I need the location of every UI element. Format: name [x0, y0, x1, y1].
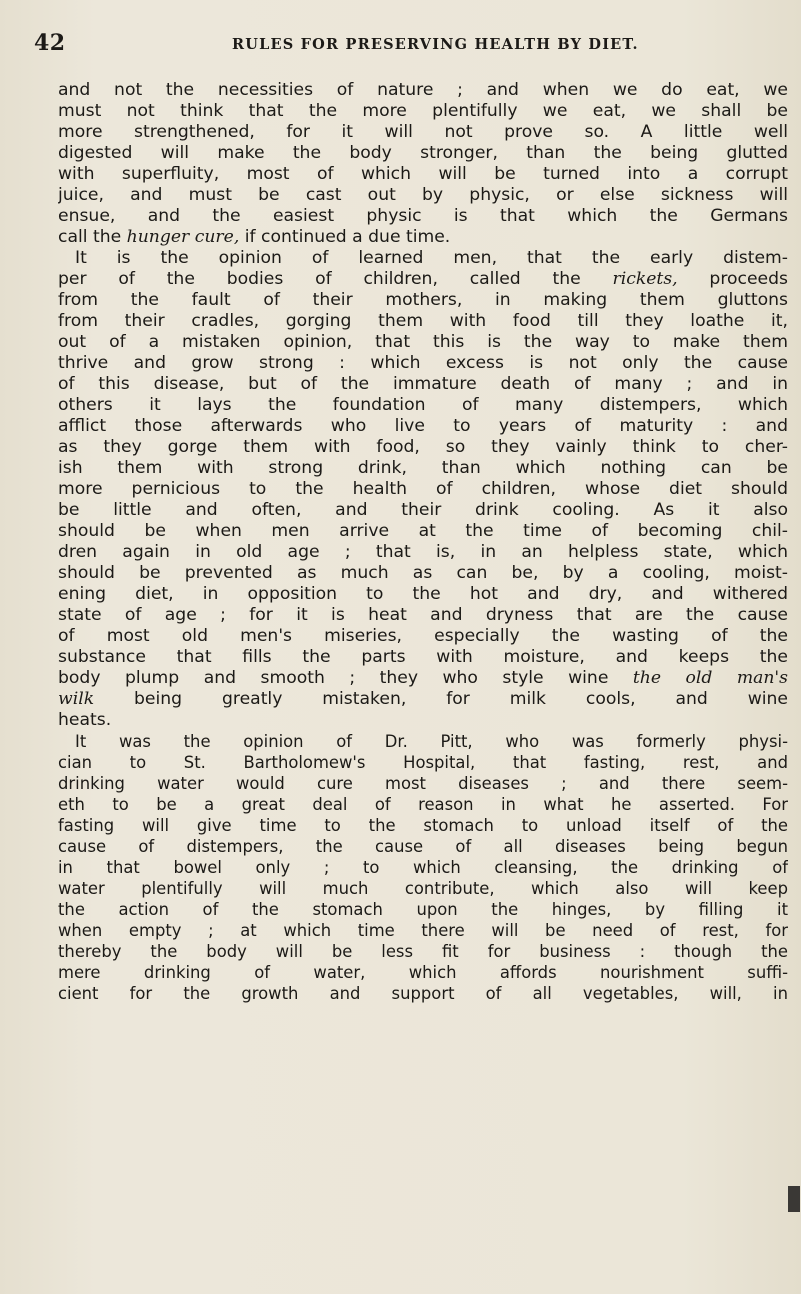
text-line	[58, 416, 788, 437]
text-segment: from the fault of their mothers, in making them gluttons	[58, 290, 788, 310]
text-segment: mere drinking of water, which affords nourishment suffi-	[58, 963, 788, 982]
text-segment: water plentifully will much contribute, which also will keep	[58, 879, 788, 898]
text-segment: should be prevented as much as can be, by a cooling, moist-	[58, 563, 788, 583]
text-segment: with superfluity, most of which will be turned into a corrupt	[58, 164, 788, 184]
text-line	[58, 668, 788, 689]
scan-edge-mark	[788, 1186, 800, 1212]
text-segment: of this disease, but of the immature death of many ; and in	[58, 374, 788, 394]
text-segment: in that bowel only ; to which cleansing, the drinking of	[58, 858, 788, 877]
text-line	[58, 626, 788, 647]
italic-text: the old man's	[632, 668, 788, 688]
text-segment: should be when men arrive at the time of becoming chil-	[58, 521, 788, 541]
text-segment: cause of distempers, the cause of all diseases being begun	[58, 837, 788, 856]
text-segment: be little and often, and their drink cooling. As it also	[58, 500, 788, 520]
text-line	[58, 815, 788, 836]
text-segment: afflict those afterwards who live to years of maturity : and	[58, 416, 788, 436]
text-line	[58, 143, 788, 164]
text-line	[58, 311, 788, 332]
text-line	[58, 731, 788, 752]
text-segment: of most old men's miseries, especially the wasting of the	[58, 626, 788, 646]
text-segment: and not the necessities of nature ; and when we do eat, we	[58, 80, 788, 100]
text-segment: thrive and grow strong : which excess is not only the cause	[58, 353, 788, 373]
text-line	[58, 962, 788, 983]
text-segment: more strengthened, for it will not prove so. A little well	[58, 122, 788, 142]
text-line	[58, 647, 788, 668]
italic-text: hunger cure,	[126, 227, 240, 247]
text-segment: cian to St. Bartholomew's Hospital, that fasting, rest, and	[58, 753, 788, 772]
text-line	[58, 584, 788, 605]
text-segment: juice, and must be cast out by physic, or else sickness will	[58, 185, 788, 205]
text-segment: must not think that the more plentifully we eat, we shall be	[58, 101, 788, 121]
text-segment: ensue, and the easiest physic is that which the Germans	[58, 206, 788, 226]
text-line	[58, 185, 788, 206]
text-line	[58, 836, 788, 857]
text-segment: fasting will give time to the stomach to unload itself of the	[58, 816, 788, 835]
text-line	[58, 332, 788, 353]
text-line	[58, 458, 788, 479]
text-segment: from their cradles, gorging them with food till they loathe it,	[58, 311, 788, 331]
text-line	[58, 479, 788, 500]
body-text	[58, 80, 788, 1004]
text-segment: as they gorge them with food, so they vainly think to cher-	[58, 437, 788, 457]
text-segment: proceeds	[677, 269, 788, 289]
text-segment: drinking water would cure most diseases ; and there seem-	[58, 774, 788, 793]
text-segment: It is the opinion of learned men, that the early distem-	[75, 248, 788, 268]
text-segment: if continued a due time.	[239, 227, 451, 247]
text-segment: call the	[58, 227, 127, 247]
text-line	[58, 983, 788, 1004]
running-head: RULES FOR PRESERVING HEALTH BY DIET.	[232, 36, 639, 53]
text-segment: state of age ; for it is heat and dryness that are the cause	[58, 605, 788, 625]
page-number: 42	[34, 30, 66, 56]
text-line	[58, 248, 788, 269]
text-line	[58, 794, 788, 815]
text-line	[58, 878, 788, 899]
text-line	[58, 164, 788, 185]
text-segment: when empty ; at which time there will be need of rest, for	[58, 921, 788, 940]
text-line	[58, 395, 788, 416]
text-line	[58, 941, 788, 962]
text-line	[58, 752, 788, 773]
text-segment: ening diet, in opposition to the hot and dry, and withered	[58, 584, 788, 604]
text-line	[58, 500, 788, 521]
text-line	[58, 563, 788, 584]
italic-text: wilk	[58, 689, 95, 709]
text-segment: being greatly mistaken, for milk cools, and wine	[94, 689, 788, 709]
text-line	[58, 227, 788, 248]
text-line	[58, 920, 788, 941]
text-line	[58, 290, 788, 311]
text-line	[58, 857, 788, 878]
text-segment: more pernicious to the health of children, whose diet should	[58, 479, 788, 499]
text-line	[58, 122, 788, 143]
text-line	[58, 206, 788, 227]
text-line	[58, 101, 788, 122]
text-line	[58, 773, 788, 794]
text-line	[58, 269, 788, 290]
text-segment: eth to be a great deal of reason in what he asserted. For	[58, 795, 788, 814]
text-line	[58, 689, 788, 710]
text-line	[58, 605, 788, 626]
text-segment: others it lays the foundation of many distempers, which	[58, 395, 788, 415]
text-line	[58, 542, 788, 563]
text-line	[58, 899, 788, 920]
text-line	[58, 710, 788, 731]
text-line	[58, 374, 788, 395]
italic-text: rickets,	[612, 269, 678, 289]
text-line	[58, 353, 788, 374]
text-segment: per of the bodies of children, called the	[58, 269, 613, 289]
text-segment: dren again in old age ; that is, in an helpless state, which	[58, 542, 788, 562]
text-segment: thereby the body will be less fit for business : though the	[58, 942, 788, 961]
text-segment: body plump and smooth ; they who style wine	[58, 668, 633, 688]
text-line	[58, 80, 788, 101]
text-segment: ish them with strong drink, than which nothing can be	[58, 458, 788, 478]
page-header	[34, 30, 694, 60]
text-segment: cient for the growth and support of all vegetables, will, in	[58, 984, 788, 1003]
text-line	[58, 437, 788, 458]
text-segment: out of a mistaken opinion, that this is the way to make them	[58, 332, 788, 352]
text-segment: digested will make the body stronger, than the being glutted	[58, 143, 788, 163]
text-segment: substance that fills the parts with moisture, and keeps the	[58, 647, 788, 667]
text-line	[58, 521, 788, 542]
text-segment: the action of the stomach upon the hinges, by filling it	[58, 900, 788, 919]
text-segment: heats.	[58, 710, 112, 730]
text-segment: It was the opinion of Dr. Pitt, who was formerly physi-	[75, 732, 788, 751]
